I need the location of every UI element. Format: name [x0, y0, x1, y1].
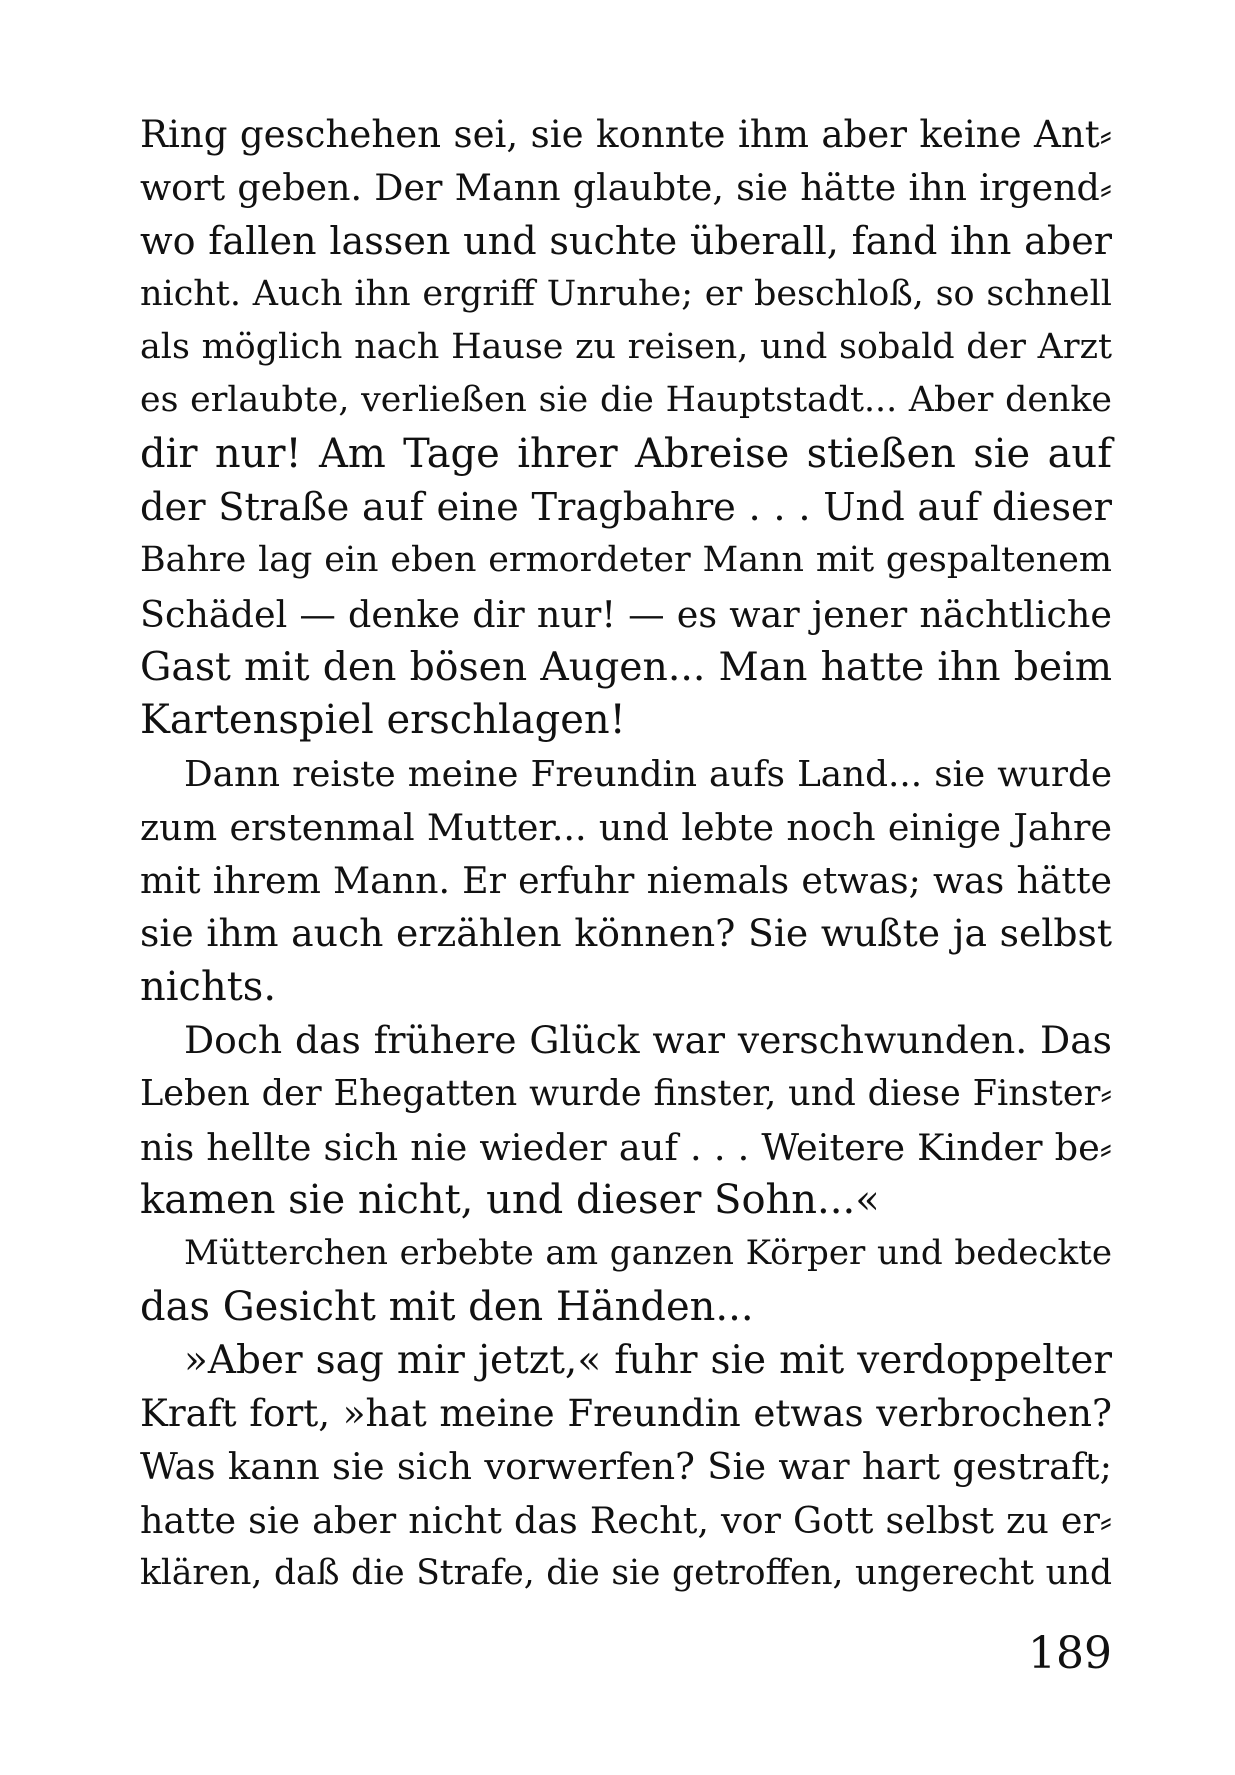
text-line: Gast mit den bösen Augen... Man hatte ihn beim [140, 644, 1112, 690]
text-line: dir nur! Am Tage ihrer Abreise stießen sie auf [140, 430, 1112, 477]
text-line: sie ihm auch erzählen können? Sie wußte ja selbst [140, 911, 1112, 956]
text-line: Mütterchen erbebte am ganzen Körper und bedeckte [184, 1233, 1112, 1274]
text-line: Bahre lag ein eben ermordeter Mann mit gespaltenem [140, 540, 1112, 581]
text-line: Kartenspiel erschlagen! [140, 697, 626, 744]
text-line: als möglich nach Hause zu reisen, und sobald der Arzt [140, 327, 1112, 368]
text-line: wo fallen lassen und suchte überall, fand ihn aber [140, 218, 1112, 263]
text-line: Doch das frühere Glück war verschwunden. Das [184, 1018, 1112, 1063]
text-line: klären, daß die Strafe, die sie getroffen, ungerecht und [140, 1553, 1112, 1594]
text-line: Was kann sie sich vorwerfen? Sie war hart gestraft; [140, 1445, 1112, 1489]
body-text [140, 108, 1112, 1600]
text-line: nichts. [140, 963, 277, 1010]
text-line: hatte sie aber nicht das Recht, vor Gott selbst zu er⸗ [140, 1498, 1112, 1542]
text-line: wort geben. Der Mann glaubte, sie hätte ihn irgend⸗ [140, 166, 1112, 210]
text-line: Dann reiste meine Freundin aufs Land... sie wurde [184, 753, 1112, 795]
text-line: Schädel — denke dir nur! — es war jener nächtliche [140, 592, 1112, 636]
text-line: Kraft fort, »hat meine Freundin etwas verbrochen? [140, 1391, 1112, 1436]
text-line: es erlaubte, verließen sie die Hauptstadt... Aber denke [140, 380, 1112, 421]
page-number: 189 [1028, 1628, 1112, 1679]
text-line: kamen sie nicht, und dieser Sohn...« [140, 1176, 880, 1223]
text-line: der Straße auf eine Tragbahre . . . Und auf dieser [140, 485, 1112, 531]
text-line: mit ihrem Mann. Er erfuhr niemals etwas; was hätte [140, 859, 1112, 903]
text-line: »Aber sag mir jetzt,« fuhr sie mit verdoppelter [184, 1337, 1112, 1383]
text-line: das Gesicht mit den Händen... [140, 1283, 754, 1330]
text-line: nis hellte sich nie wieder auf . . . Weitere Kinder be⸗ [140, 1125, 1112, 1169]
text-line: zum erstenmal Mutter... und lebte noch einige Jahre [140, 805, 1112, 849]
text-line: Ring geschehen sei, sie konnte ihm aber keine Ant⸗ [140, 113, 1112, 156]
text-line: nicht. Auch ihn ergriff Unruhe; er beschloß, so schnell [140, 273, 1112, 314]
text-line: Leben der Ehegatten wurde finster, und diese Finster⸗ [140, 1073, 1112, 1115]
